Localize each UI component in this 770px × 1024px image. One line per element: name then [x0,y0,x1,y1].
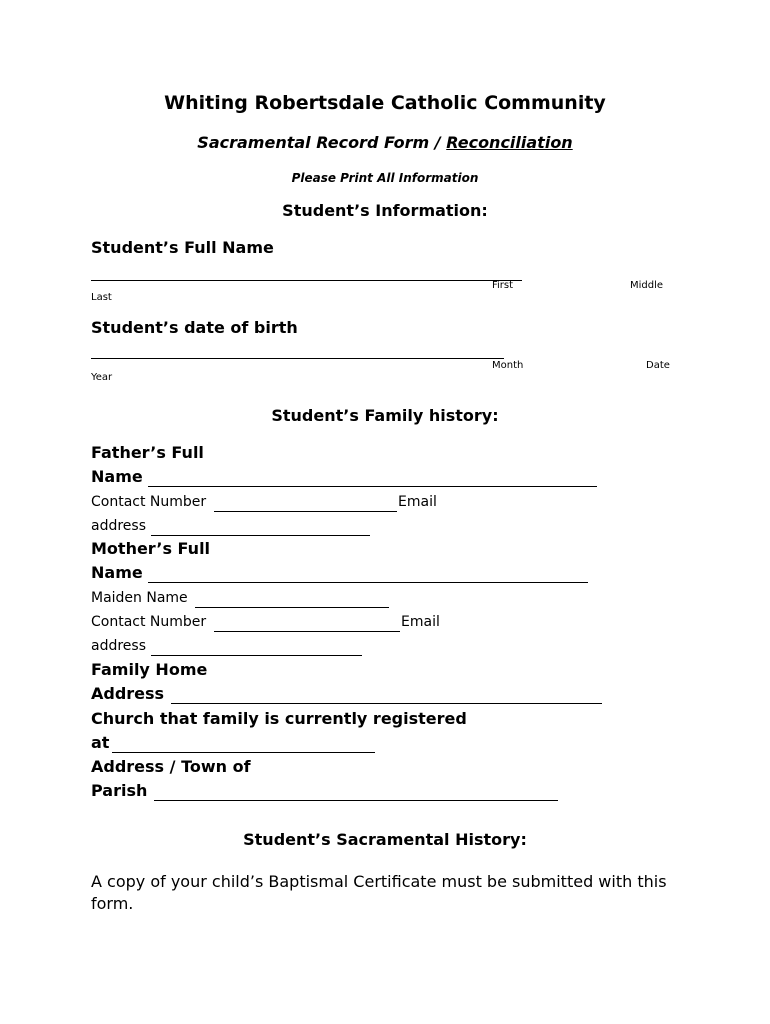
church-label-line2: at [91,733,110,752]
father-email-label: Email [398,494,437,510]
mother-email-label: Email [401,614,440,630]
father-label-line1: Father’s Full [91,443,204,462]
student-info-heading: Student’s Information: [282,201,488,220]
mother-label-line2: Name [91,563,143,582]
mother-label-line1: Mother’s Full [91,539,211,558]
subtitle-sacrament: Reconciliation [446,133,573,152]
subtitle-main: Sacramental Record Form / [197,133,447,152]
student-full-name-field[interactable] [91,280,522,281]
mother-maiden-label: Maiden Name [91,590,188,606]
parish-label-line1: Address / Town of [91,757,251,776]
community-title: Whiting Robertsdale Catholic Community [164,92,606,114]
mother-email-field[interactable] [151,655,362,656]
father-contact-label: Contact Number [91,494,207,510]
mother-contact-label: Contact Number [91,614,207,630]
middle-name-caption: Middle [630,280,664,291]
mother-address-label: address [91,638,147,654]
home-address-field[interactable] [171,703,602,704]
home-label-line2: Address [91,684,165,703]
last-name-caption: Last [91,292,112,303]
student-full-name-label: Student’s Full Name [91,238,274,257]
mother-maiden-field[interactable] [195,607,389,608]
church-label-line1: Church that family is currently registered [91,709,467,728]
form-subtitle [0,133,770,152]
sacramental-history-heading: Student’s Sacramental History: [243,830,527,849]
father-label-line2: Name [91,467,143,486]
church-field[interactable] [112,752,375,753]
home-label-line1: Family Home [91,660,208,679]
mother-contact-field[interactable] [214,631,400,632]
family-history-heading: Student’s Family history: [271,406,499,425]
month-caption: Month [492,360,524,371]
student-dob-label: Student’s date of birth [91,318,298,337]
parish-label-line2: Parish [91,781,148,800]
date-caption: Date [646,360,670,371]
father-email-field[interactable] [151,535,370,536]
father-address-label: address [91,518,147,534]
year-caption: Year [91,372,113,383]
first-name-caption: First [492,280,514,291]
father-name-field[interactable] [148,486,597,487]
parish-address-field[interactable] [154,800,558,801]
print-instruction: Please Print All Information [291,171,479,185]
baptismal-certificate-note: A copy of your child’s Baptismal Certificate must be submitted with this form. [91,872,667,913]
father-contact-field[interactable] [214,511,397,512]
mother-name-field[interactable] [148,582,588,583]
student-dob-field[interactable] [91,358,504,359]
